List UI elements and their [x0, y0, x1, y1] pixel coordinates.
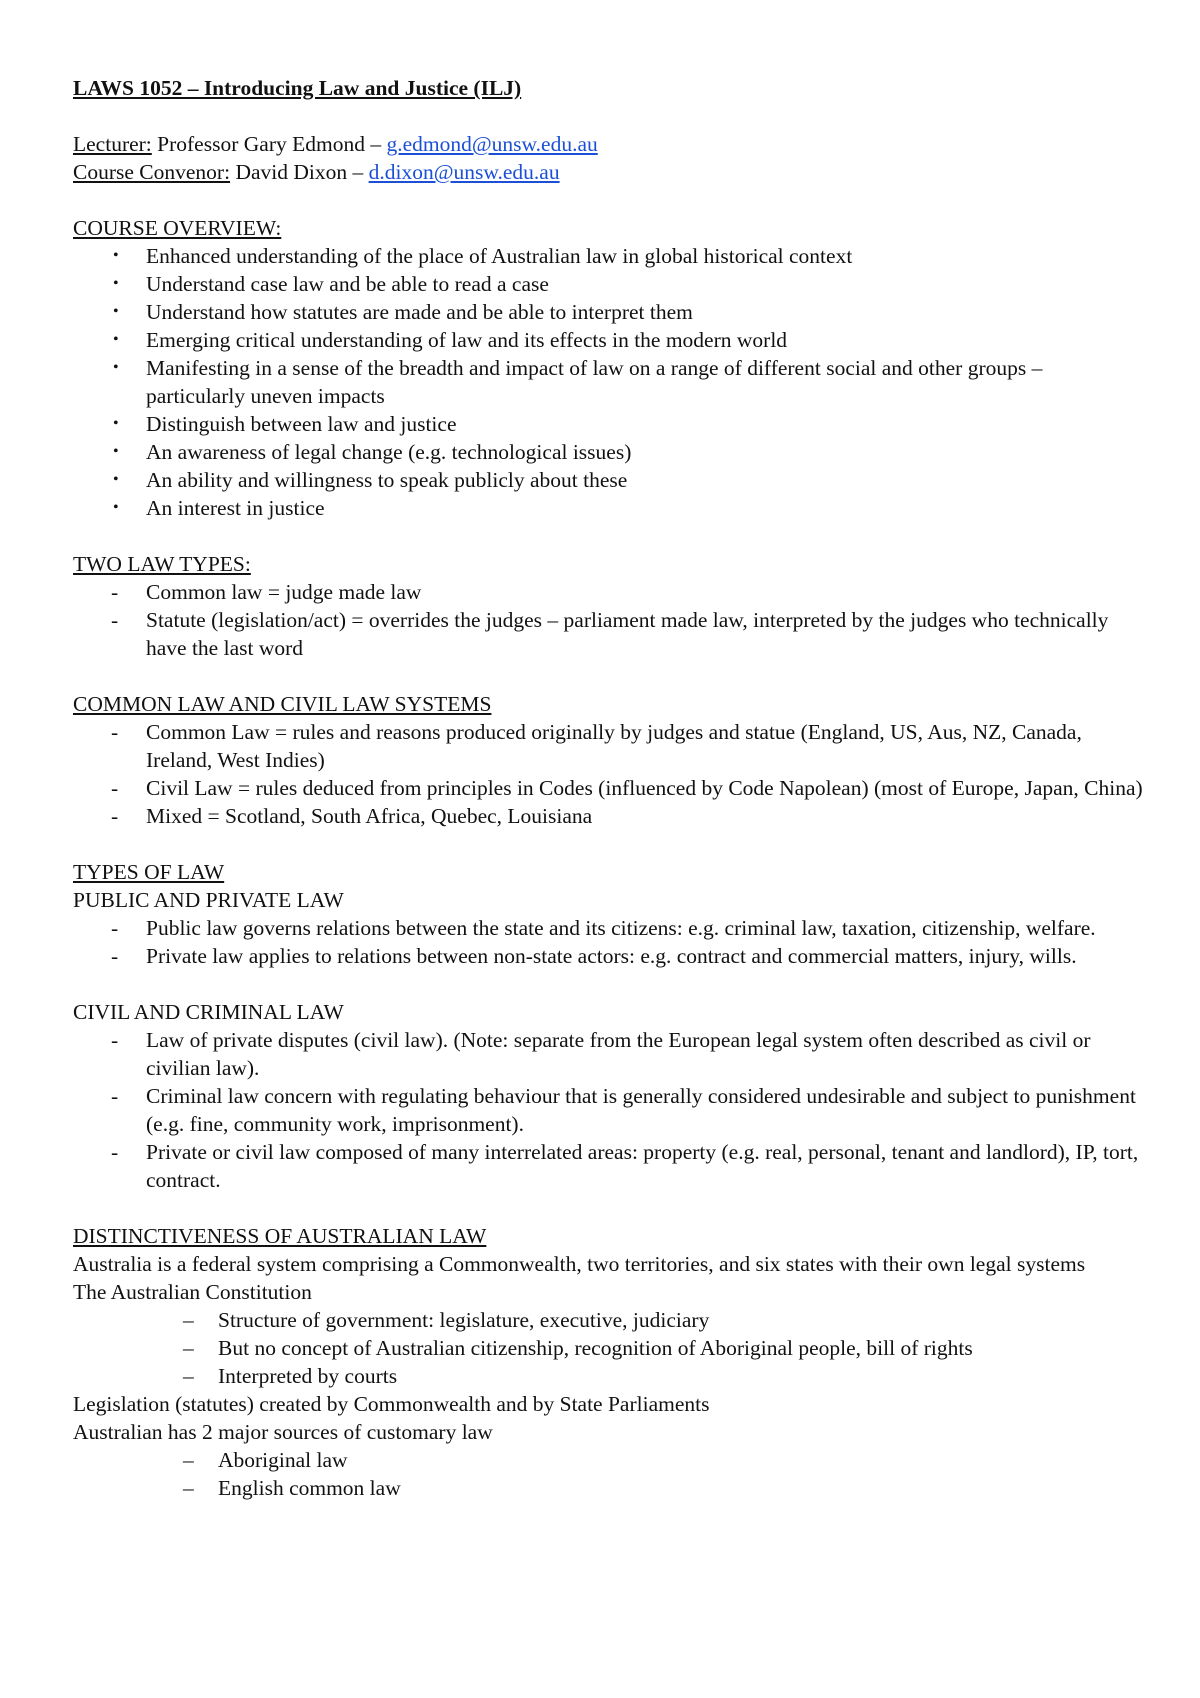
- bullet-icon: •: [113, 331, 119, 348]
- lecturer-email-link[interactable]: g.edmond@unsw.edu.au: [386, 132, 598, 156]
- en-dash-icon: –: [183, 1476, 194, 1500]
- dash-icon: -: [111, 1140, 119, 1164]
- spacer: [73, 1194, 1143, 1222]
- dash-icon: -: [111, 720, 119, 744]
- civil-criminal-heading: CIVIL AND CRIMINAL LAW: [73, 1000, 344, 1024]
- list-item: [73, 270, 1143, 298]
- spacer: [73, 970, 1143, 998]
- list-item: [73, 1138, 1143, 1194]
- bullet-icon: •: [113, 415, 119, 432]
- convenor-email-link[interactable]: d.dixon@unsw.edu.au: [368, 160, 560, 184]
- list-item-text: Emerging critical understanding of law and its effects in the modern world: [146, 328, 788, 352]
- document-page: [73, 74, 1143, 1502]
- list-item: [73, 774, 1143, 802]
- federal-system-paragraph: Australia is a federal system comprising a Commonwealth, two territories, and six states with their own legal systems: [73, 1252, 1086, 1276]
- constitution-list: [73, 1306, 1143, 1390]
- dash-icon: -: [111, 608, 119, 632]
- list-item-text: Private or civil law composed of many interrelated areas: property (e.g. real, personal, tenant and landlord), IP, tort, contract.: [146, 1140, 1139, 1192]
- list-item-text: Private law applies to relations between non-state actors: e.g. contract and commercial matters, injury, wills.: [146, 944, 1077, 968]
- spacer: [73, 830, 1143, 858]
- dash-icon: -: [111, 1028, 119, 1052]
- systems-list: [73, 718, 1143, 830]
- list-item: [73, 718, 1143, 774]
- list-item-text: Aboriginal law: [218, 1448, 348, 1472]
- en-dash-icon: –: [183, 1364, 194, 1388]
- list-item-text: Common Law = rules and reasons produced originally by judges and statue (England, US, Aus, NZ, Canada, Ireland, West Indies): [146, 720, 1082, 772]
- list-item: [73, 326, 1143, 354]
- list-item: [73, 578, 1143, 606]
- list-item: [73, 1474, 1143, 1502]
- list-item-text: Common law = judge made law: [146, 580, 422, 604]
- public-private-list: [73, 914, 1143, 970]
- spacer: [73, 662, 1143, 690]
- list-item-text: Understand case law and be able to read a case: [146, 272, 549, 296]
- list-item: [73, 354, 1143, 410]
- customary-law-paragraph: Australian has 2 major sources of customary law: [73, 1420, 493, 1444]
- list-item: [73, 1306, 1143, 1334]
- list-item: [73, 494, 1143, 522]
- course-overview-list: [73, 242, 1143, 522]
- bullet-icon: •: [113, 303, 119, 320]
- customary-law-list: [73, 1446, 1143, 1502]
- convenor-line: [73, 158, 1143, 186]
- list-item-text: Statute (legislation/act) = overrides the judges – parliament made law, interpreted by the judges who technically have the last word: [146, 608, 1109, 660]
- bullet-icon: •: [113, 499, 119, 516]
- list-item-text: Mixed = Scotland, South Africa, Quebec, Louisiana: [146, 804, 593, 828]
- list-item-text: Criminal law concern with regulating behaviour that is generally considered undesirable and subject to punishment (e.g. fine, community work, imprisonment).: [146, 1084, 1136, 1136]
- spacer: [73, 522, 1143, 550]
- list-item: [73, 942, 1143, 970]
- list-item-text: An awareness of legal change (e.g. technological issues): [146, 440, 632, 464]
- list-item: [73, 914, 1143, 942]
- dash-icon: -: [111, 776, 119, 800]
- list-item-text: An interest in justice: [146, 496, 325, 520]
- list-item-text: Law of private disputes (civil law). (Note: separate from the European legal system often described as civil or civilian law).: [146, 1028, 1091, 1080]
- bullet-icon: •: [113, 247, 119, 264]
- list-item: [73, 1082, 1143, 1138]
- list-item-text: English common law: [218, 1476, 401, 1500]
- list-item-text: Distinguish between law and justice: [146, 412, 457, 436]
- list-item-text: Manifesting in a sense of the breadth and impact of law on a range of different social and other groups – particularly uneven impacts: [146, 356, 1043, 408]
- lecturer-line: [73, 130, 1143, 158]
- list-item: [73, 298, 1143, 326]
- en-dash-icon: –: [183, 1308, 194, 1332]
- list-item-text: Public law governs relations between the state and its citizens: e.g. criminal law, taxation, citizenship, welfare.: [146, 916, 1096, 940]
- constitution-paragraph: The Australian Constitution: [73, 1280, 312, 1304]
- dash-icon: -: [111, 916, 119, 940]
- distinctiveness-heading: DISTINCTIVENESS OF AUSTRALIAN LAW: [73, 1224, 487, 1248]
- two-law-types-heading: TWO LAW TYPES:: [73, 552, 251, 576]
- list-item-text: But no concept of Australian citizenship, recognition of Aboriginal people, bill of rights: [218, 1336, 973, 1360]
- page-title: LAWS 1052 – Introducing Law and Justice (ILJ): [73, 76, 522, 100]
- list-item: [73, 438, 1143, 466]
- types-of-law-heading: TYPES OF LAW: [73, 860, 225, 884]
- list-item: [73, 466, 1143, 494]
- list-item: [73, 410, 1143, 438]
- spacer: [73, 186, 1143, 214]
- dash-icon: -: [111, 804, 119, 828]
- list-item: [73, 1362, 1143, 1390]
- spacer: [73, 102, 1143, 130]
- lecturer-label: Lecturer:: [73, 132, 152, 156]
- dash-icon: -: [111, 1084, 119, 1108]
- en-dash-icon: –: [183, 1336, 194, 1360]
- list-item: [73, 242, 1143, 270]
- dash-icon: -: [111, 580, 119, 604]
- list-item-text: Interpreted by courts: [218, 1364, 398, 1388]
- en-dash-icon: –: [183, 1448, 194, 1472]
- course-overview-heading: COURSE OVERVIEW:: [73, 216, 282, 240]
- bullet-icon: •: [113, 359, 119, 376]
- list-item: [73, 1334, 1143, 1362]
- bullet-icon: •: [113, 443, 119, 460]
- bullet-icon: •: [113, 471, 119, 488]
- list-item-text: Understand how statutes are made and be able to interpret them: [146, 300, 693, 324]
- convenor-label: Course Convenor:: [73, 160, 231, 184]
- legislation-paragraph: Legislation (statutes) created by Commonwealth and by State Parliaments: [73, 1392, 710, 1416]
- list-item-text: Enhanced understanding of the place of Australian law in global historical context: [146, 244, 853, 268]
- list-item: [73, 1026, 1143, 1082]
- public-private-subheading: PUBLIC AND PRIVATE LAW: [73, 888, 344, 912]
- list-item-text: Civil Law = rules deduced from principles in Codes (influenced by Code Napolean) (most of Europe, Japan, China): [146, 776, 1143, 800]
- systems-heading: COMMON LAW AND CIVIL LAW SYSTEMS: [73, 692, 492, 716]
- list-item: [73, 1446, 1143, 1474]
- lecturer-name: Professor Gary Edmond –: [151, 132, 387, 156]
- civil-criminal-list: [73, 1026, 1143, 1194]
- list-item-text: Structure of government: legislature, executive, judiciary: [218, 1308, 710, 1332]
- dash-icon: -: [111, 944, 119, 968]
- bullet-icon: •: [113, 275, 119, 292]
- list-item: [73, 606, 1143, 662]
- list-item-text: An ability and willingness to speak publicly about these: [146, 468, 628, 492]
- list-item: [73, 802, 1143, 830]
- convenor-name: David Dixon –: [230, 160, 369, 184]
- two-law-types-list: [73, 578, 1143, 662]
